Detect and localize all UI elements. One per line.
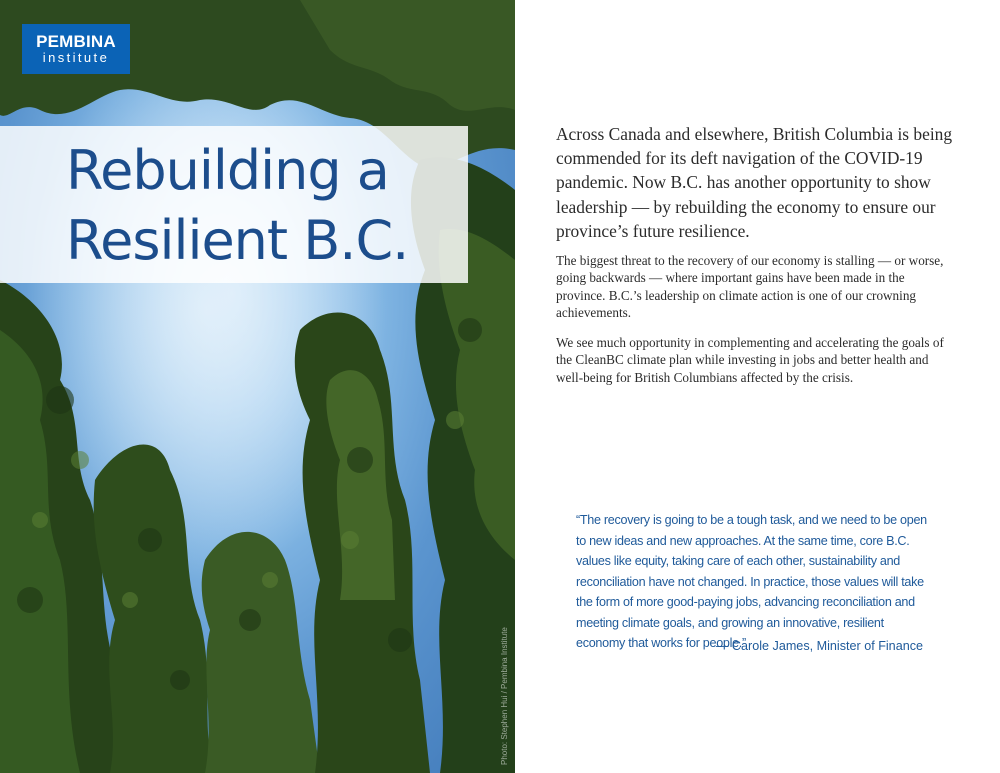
lead-paragraph: Across Canada and elsewhere, British Columbia is being commended for its deft navigation of the COVID-19 pandemic. Now B.C. has another opportunity to show leadership — by rebuilding the economy to ensure our province’s future resilience. (556, 124, 953, 241)
body-paragraph-2: We see much opportunity in complementing and accelerating the goals of the CleanBC climate plan while investing in jobs and better health and well-being for British Columbians affected by the crisis. (556, 335, 944, 385)
title-line2: Resilient B.C. (66, 209, 409, 272)
quote-attribution: — Carole James, Minister of Finance (715, 639, 923, 653)
title-banner (0, 126, 468, 283)
photo-credit: Photo: Stephen Hui / Pembina Institute (500, 627, 509, 765)
body-paragraph-1: The biggest threat to the recovery of our economy is stalling — or worse, going backwards — where important gains have been made in the province. B.C.’s leadership on climate action is one of our crowning achievements. (556, 253, 944, 321)
logo-line1: PEMBINA (36, 32, 116, 51)
pembina-logo (22, 24, 130, 74)
logo-line2: institute (42, 50, 110, 65)
title-line1: Rebuilding a (66, 139, 389, 202)
pull-quote: “The recovery is going to be a tough task, and we need to be open to new ideas and new approaches. At the same time, core B.C. values like equity, taking care of each other, sustainability and reconciliation have not changed. In practice, those values will take the form of more good-paying jobs, advancing reconciliation and meeting climate goals, and growing an innovative, resilient economy that works for people.” (576, 513, 927, 650)
page-title (66, 136, 408, 276)
